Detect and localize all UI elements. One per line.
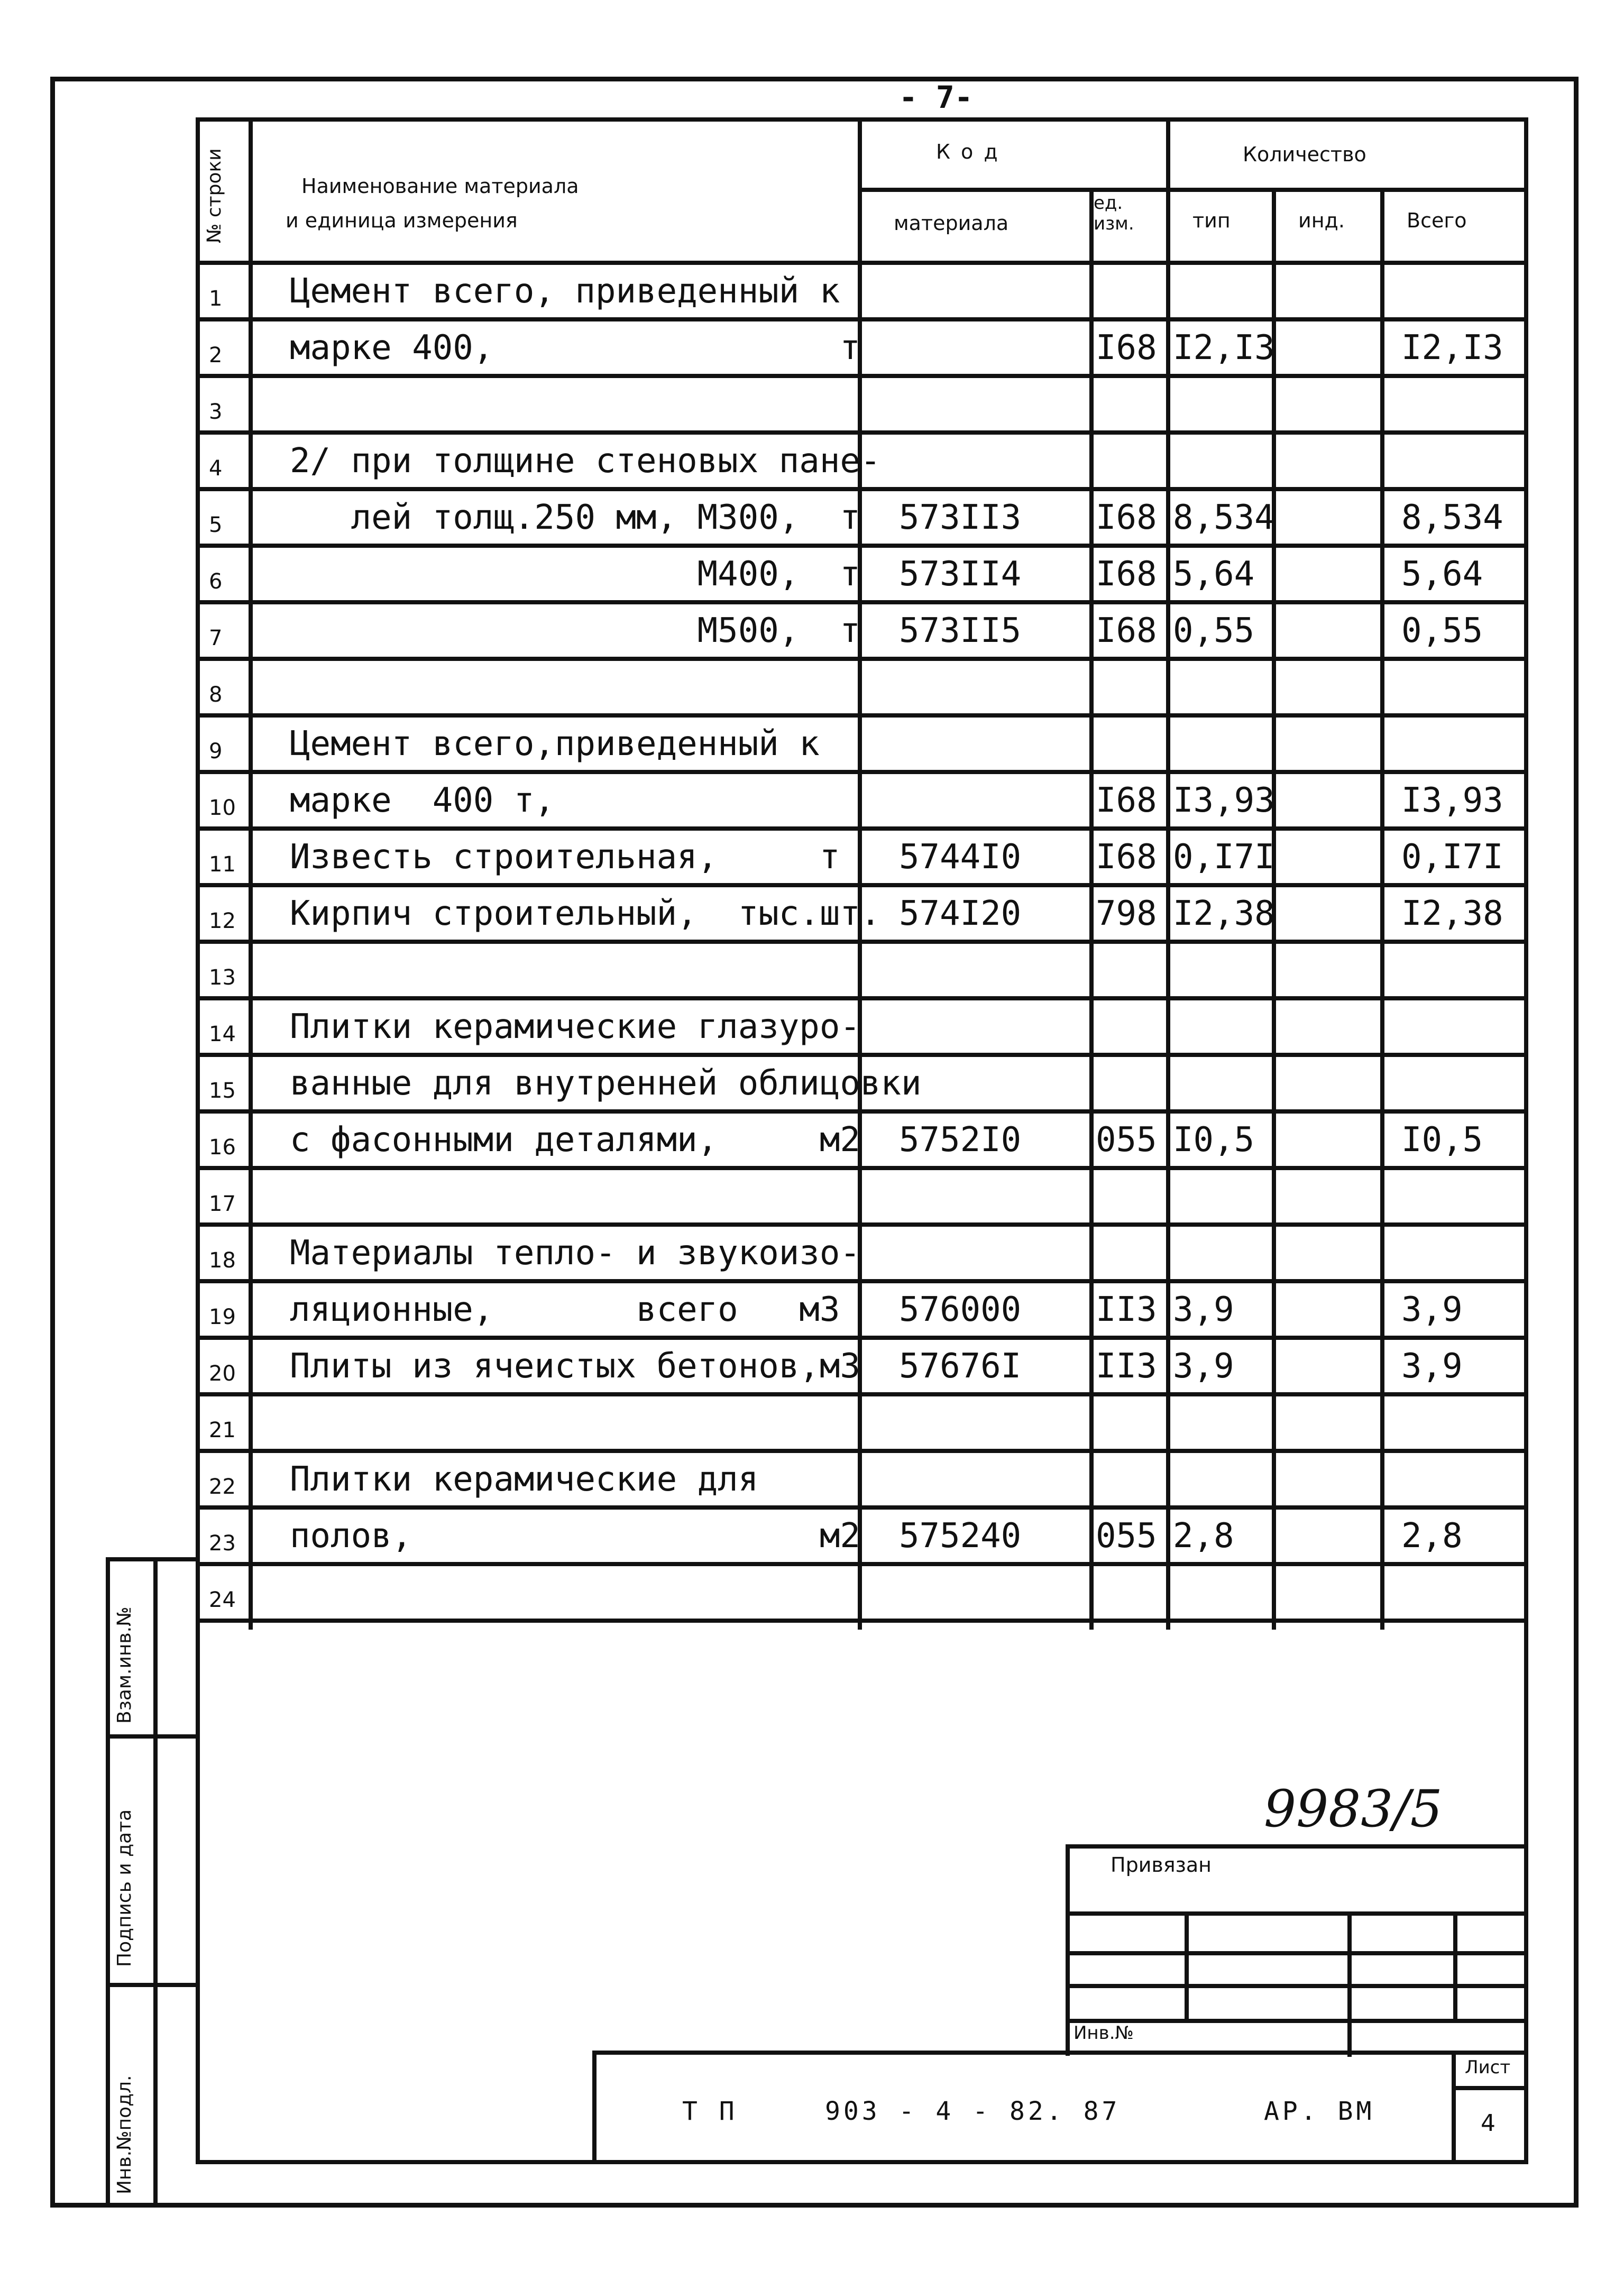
quantity-total: 5,64	[1401, 555, 1483, 594]
quantity-header: Количество	[1243, 143, 1366, 166]
material-name: Плитки керамические глазуро-	[290, 1007, 860, 1046]
material-code: 576000	[899, 1290, 1022, 1329]
unit-code: I68	[1096, 611, 1157, 650]
row-number: 9	[209, 739, 223, 764]
material-code: 573II5	[899, 611, 1022, 650]
row-number: 24	[209, 1588, 236, 1612]
material-name: марке 400 т,	[290, 781, 555, 820]
row-number: 14	[209, 1022, 236, 1046]
quantity-type: I2,38	[1173, 894, 1275, 933]
name-header-line1: Наименование материала	[301, 174, 579, 198]
row-number: 11	[209, 852, 236, 877]
quantity-total: I2,38	[1401, 894, 1503, 933]
row-number: 21	[209, 1418, 236, 1442]
material-name: Цемент всего,приведенный к	[290, 724, 820, 764]
quantity-type: 0,I7I	[1173, 838, 1275, 877]
row-number: 2	[209, 343, 223, 367]
row-number: 20	[209, 1362, 236, 1386]
code-unit-header: ед. изм.	[1094, 192, 1134, 235]
unit-code: II3	[1096, 1347, 1157, 1386]
quantity-type: I0,5	[1173, 1120, 1255, 1160]
row-number: 12	[209, 909, 236, 933]
unit-code: I68	[1096, 328, 1157, 367]
row-number: 8	[209, 683, 223, 707]
qty-ind-header: инд.	[1298, 209, 1345, 232]
material-code: 5744I0	[899, 838, 1022, 877]
quantity-total: 0,55	[1401, 611, 1483, 650]
material-code: 573II4	[899, 555, 1022, 594]
quantity-type: 3,9	[1173, 1347, 1234, 1386]
margin-label-inv-podl: Инв.№подл.	[114, 2075, 135, 2194]
unit-code: 055	[1096, 1516, 1157, 1556]
row-number: 15	[209, 1079, 236, 1103]
unit-code: 798	[1096, 894, 1157, 933]
margin-label-podpis: Подпись и дата	[114, 1809, 135, 1967]
material-code: 5752I0	[899, 1120, 1022, 1160]
quantity-type: 5,64	[1173, 555, 1255, 594]
unit-code: I68	[1096, 781, 1157, 820]
material-name: Известь строительная, т	[290, 838, 840, 877]
quantity-total: I2,I3	[1401, 328, 1503, 367]
row-number: 19	[209, 1305, 236, 1329]
row-number: 5	[209, 513, 223, 537]
quantity-type: 0,55	[1173, 611, 1255, 650]
page-number: - 7-	[899, 79, 973, 115]
material-code: 57676I	[899, 1347, 1022, 1386]
material-code: 573II3	[899, 498, 1022, 537]
inv-no-label: Инв.№	[1074, 2022, 1134, 2044]
quantity-total: 2,8	[1401, 1516, 1463, 1556]
row-number: 16	[209, 1135, 236, 1160]
material-name: Кирпич строительный, тыс.шт.	[290, 894, 881, 933]
document-reference: 9983/5	[1264, 1779, 1443, 1838]
quantity-total: 3,9	[1401, 1347, 1463, 1386]
list-label: Лист	[1465, 2057, 1511, 2078]
unit-code: I68	[1096, 498, 1157, 537]
material-name: марке 400, т	[290, 328, 860, 367]
project-section: АР. ВМ	[1264, 2097, 1375, 2126]
unit-code: I68	[1096, 838, 1157, 877]
row-number: 17	[209, 1192, 236, 1216]
quantity-type: I3,93	[1173, 781, 1275, 820]
project-code: 903 - 4 - 82. 87	[825, 2097, 1121, 2126]
quantity-type: 3,9	[1173, 1290, 1234, 1329]
material-name: 2/ при толщине стеновых пане-	[290, 442, 881, 481]
unit-code: 055	[1096, 1120, 1157, 1160]
qty-type-header: тип	[1192, 209, 1231, 232]
margin-label-vzam: Взам.инв.№	[114, 1606, 135, 1724]
material-name: ляционные, всего м3	[290, 1290, 840, 1329]
quantity-type: I2,I3	[1173, 328, 1275, 367]
row-number: 22	[209, 1475, 236, 1499]
quantity-total: I3,93	[1401, 781, 1503, 820]
qty-total-header: Всего	[1407, 209, 1467, 232]
material-name: Плитки керамические для	[290, 1460, 759, 1499]
material-name: лей толщ.250 мм, М300, т	[290, 498, 860, 537]
quantity-total: 0,I7I	[1401, 838, 1503, 877]
row-number-header: № строки	[204, 148, 225, 243]
material-name: М400, т	[290, 555, 860, 594]
row-number: 7	[209, 626, 223, 650]
code-header: К о д	[936, 140, 1000, 163]
row-number: 18	[209, 1248, 236, 1273]
quantity-type: 8,534	[1173, 498, 1275, 537]
list-number: 4	[1481, 2110, 1495, 2137]
project-prefix: Т П	[682, 2097, 738, 2126]
row-number: 1	[209, 287, 223, 311]
row-number: 3	[209, 400, 223, 424]
unit-code: I68	[1096, 555, 1157, 594]
material-name: ванные для внутренней облицовки	[290, 1064, 922, 1103]
quantity-total: I0,5	[1401, 1120, 1483, 1160]
material-name: Плиты из ячеистых бетонов,м3	[290, 1347, 860, 1386]
material-name: полов, м2	[290, 1516, 860, 1556]
material-code: 574I20	[899, 894, 1022, 933]
quantity-type: 2,8	[1173, 1516, 1234, 1556]
material-name: с фасонными деталями, м2	[290, 1120, 860, 1160]
row-number: 13	[209, 966, 236, 990]
row-number: 10	[209, 796, 236, 820]
material-code: 575240	[899, 1516, 1022, 1556]
material-name: Цемент всего, приведенный к	[290, 272, 840, 311]
quantity-total: 3,9	[1401, 1290, 1463, 1329]
privyazan-label: Привязан	[1111, 1853, 1212, 1877]
row-number: 4	[209, 456, 223, 481]
name-header-line2: и единица измерения	[286, 209, 518, 232]
quantity-total: 8,534	[1401, 498, 1503, 537]
row-number: 6	[209, 569, 223, 594]
material-name: Материалы тепло- и звукоизо-	[290, 1234, 860, 1273]
code-material-header: материала	[894, 212, 1009, 235]
row-number: 23	[209, 1531, 236, 1556]
material-name: М500, т	[290, 611, 860, 650]
unit-code: II3	[1096, 1290, 1157, 1329]
